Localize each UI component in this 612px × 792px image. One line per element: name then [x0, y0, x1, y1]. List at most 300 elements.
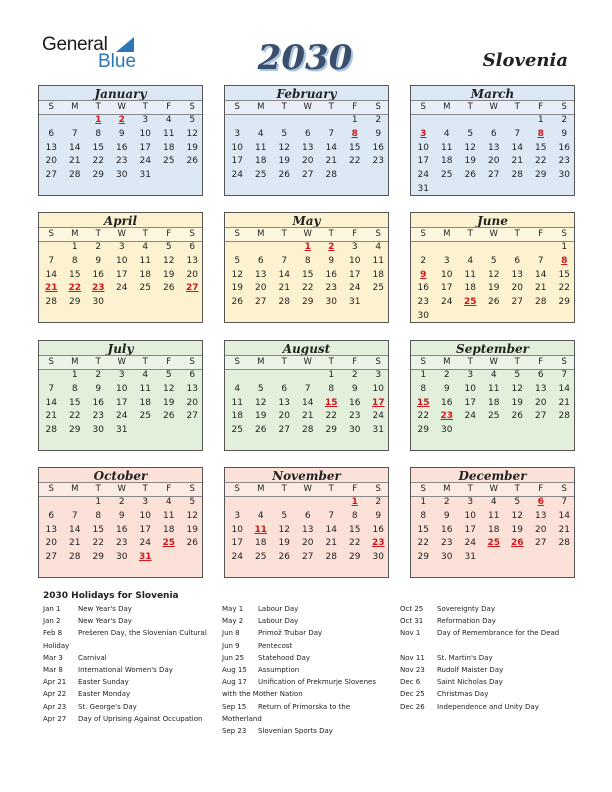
- day-cell: 21: [535, 283, 547, 294]
- holiday-day: 15: [416, 397, 430, 408]
- weekday-label: W: [117, 357, 126, 367]
- weekday-label: W: [489, 357, 498, 367]
- day-cell: 2: [443, 370, 450, 380]
- holiday-day: 23: [371, 538, 385, 549]
- day-cell: 25: [139, 283, 151, 294]
- day-cell: 11: [231, 397, 243, 408]
- month-april: [38, 212, 203, 323]
- day-cell: 24: [231, 170, 243, 181]
- weekday-label: T: [467, 484, 473, 494]
- day-cell: 13: [45, 142, 57, 153]
- holiday-name: Slovenian Sports Day: [258, 726, 333, 735]
- day-cell: 31: [139, 170, 151, 181]
- day-cell: 19: [163, 397, 175, 408]
- day-cell: 8: [328, 383, 335, 394]
- day-cell: 5: [281, 510, 288, 521]
- day-cell: 20: [302, 538, 314, 549]
- day-cell: 28: [558, 411, 570, 422]
- holiday-day: 27: [185, 283, 199, 294]
- day-cell: 7: [561, 497, 568, 507]
- day-cell: 10: [441, 269, 453, 280]
- day-cell: 19: [488, 283, 500, 294]
- day-cell: 3: [234, 128, 241, 139]
- holiday-name: Prešeren Day, the Slovenian Cultural Holiday: [43, 629, 207, 650]
- holiday-entry: [43, 627, 213, 651]
- day-cell: 19: [464, 156, 476, 167]
- weekday-label: M: [443, 102, 451, 112]
- holiday-name: Day of Uprising Against Occupation: [78, 714, 203, 723]
- day-cell: 18: [139, 269, 151, 280]
- holiday-day: 8: [561, 255, 568, 266]
- day-cell: 15: [349, 142, 361, 153]
- day-cell: 11: [441, 142, 453, 153]
- holiday-date: May 2: [222, 617, 244, 626]
- day-cell: 7: [328, 128, 335, 139]
- weekday-label: S: [561, 484, 567, 494]
- day-cell: 11: [255, 142, 267, 153]
- day-cell: 12: [186, 128, 198, 139]
- day-cell: 3: [467, 497, 474, 507]
- day-cell: 24: [417, 170, 429, 181]
- day-cell: 23: [325, 283, 337, 294]
- day-cell: 29: [558, 297, 570, 308]
- weekday-label: T: [328, 102, 334, 112]
- day-cell: 16: [116, 524, 128, 535]
- weekday-label: W: [303, 484, 312, 494]
- day-cell: 12: [464, 142, 476, 153]
- day-cell: 20: [45, 538, 57, 549]
- weekday-label: S: [48, 102, 54, 112]
- day-cell: 17: [116, 269, 128, 280]
- day-cell: 31: [372, 425, 384, 436]
- day-cell: 19: [163, 269, 175, 280]
- day-cell: 29: [69, 297, 81, 308]
- weekday-label: S: [234, 229, 240, 239]
- holiday-date: May 1: [222, 605, 244, 613]
- day-cell: 10: [464, 383, 476, 394]
- holiday-day: 23: [440, 411, 454, 422]
- day-cell: 19: [511, 524, 523, 535]
- holiday-date: Apr 21: [43, 678, 67, 687]
- day-cell: 10: [116, 383, 128, 394]
- day-cell: 25: [231, 425, 243, 436]
- day-cell: 14: [325, 142, 337, 153]
- day-cell: 16: [558, 142, 570, 153]
- day-cell: 8: [95, 510, 102, 521]
- month-september: [410, 340, 575, 451]
- holiday-day: 17: [371, 397, 385, 408]
- day-cell: 12: [163, 383, 175, 394]
- holiday-date: Jun 8: [222, 629, 240, 638]
- day-cell: 16: [372, 524, 384, 535]
- weekday-label: T: [281, 357, 287, 367]
- day-cell: 30: [92, 425, 104, 436]
- holiday-name: Return of Primorska to the Motherland: [222, 702, 351, 723]
- day-cell: 30: [116, 552, 128, 563]
- holiday-entry: [43, 713, 213, 737]
- weekday-label: S: [375, 484, 381, 494]
- day-cell: 18: [255, 156, 267, 167]
- day-cell: 23: [116, 538, 128, 549]
- holiday-name: Primož Trubar Day: [258, 629, 323, 638]
- day-cell: 12: [186, 510, 198, 521]
- day-cell: 17: [349, 269, 361, 280]
- day-cell: 4: [257, 128, 264, 139]
- day-cell: 17: [417, 156, 429, 167]
- day-cell: 2: [95, 242, 102, 252]
- day-cell: 7: [48, 255, 55, 266]
- weekday-label: F: [538, 102, 544, 112]
- day-cell: 25: [255, 552, 267, 563]
- weekday-header: [225, 227, 388, 242]
- day-cell: 2: [561, 115, 568, 125]
- day-cell: 30: [92, 297, 104, 308]
- weekday-label: S: [420, 102, 426, 112]
- day-cell: 26: [488, 297, 500, 308]
- day-cell: 22: [417, 538, 429, 549]
- day-cell: 2: [420, 255, 427, 266]
- day-cell: 25: [372, 283, 384, 294]
- weekday-label: S: [234, 357, 240, 367]
- day-cell: 4: [490, 497, 497, 507]
- day-cell: 3: [142, 115, 149, 125]
- day-cell: 2: [351, 370, 358, 380]
- holiday-name: Easter Monday: [78, 690, 131, 699]
- day-cell: 9: [375, 510, 382, 521]
- month-march: [410, 85, 575, 196]
- weekday-header: [411, 227, 574, 242]
- weekday-label: S: [48, 484, 54, 494]
- day-cell: 18: [464, 283, 476, 294]
- month-name: October: [93, 469, 148, 483]
- day-cell: 22: [535, 156, 547, 167]
- day-cell: 12: [488, 269, 500, 280]
- day-cell: 24: [139, 156, 151, 167]
- day-cell: 20: [535, 397, 547, 408]
- holiday-date: Nov 1: [400, 629, 421, 638]
- holiday-column: [222, 603, 392, 737]
- day-cell: 20: [45, 156, 57, 167]
- day-cell: 31: [116, 425, 128, 436]
- holiday-entry: [400, 652, 580, 664]
- day-cell: 4: [257, 510, 264, 521]
- holiday-day: 31: [138, 552, 152, 563]
- holiday-day: 15: [324, 397, 338, 408]
- weekday-label: F: [352, 357, 358, 367]
- holiday-entry: [43, 615, 213, 627]
- logo-general-text: General: [42, 34, 108, 55]
- day-cell: 30: [441, 425, 453, 436]
- month-name: April: [103, 214, 138, 228]
- day-cell: 9: [443, 510, 450, 521]
- day-cell: 15: [417, 524, 429, 535]
- day-cell: 13: [255, 269, 267, 280]
- holiday-entry: [43, 688, 213, 700]
- weekday-label: F: [352, 484, 358, 494]
- day-cell: 21: [69, 156, 81, 167]
- weekday-label: M: [257, 102, 265, 112]
- day-cell: 17: [139, 142, 151, 153]
- day-cell: 10: [417, 142, 429, 153]
- day-cell: 5: [467, 128, 474, 139]
- holiday-entry: [222, 676, 392, 700]
- day-cell: 28: [511, 170, 523, 181]
- weekday-label: W: [489, 484, 498, 494]
- holiday-date: Oct 25: [400, 605, 424, 613]
- day-cell: 4: [467, 255, 474, 266]
- holiday-name: St. Martin's Day: [437, 653, 493, 662]
- day-cell: 11: [488, 383, 500, 394]
- day-cell: 20: [511, 283, 523, 294]
- weekday-label: T: [514, 229, 520, 239]
- holiday-entry: [43, 701, 213, 713]
- day-cell: 6: [537, 370, 544, 380]
- day-cell: 27: [255, 297, 267, 308]
- day-cell: 29: [92, 170, 104, 181]
- day-cell: 28: [69, 170, 81, 181]
- day-cell: 5: [281, 128, 288, 139]
- day-cell: 26: [511, 411, 523, 422]
- day-cell: 14: [69, 142, 81, 153]
- day-cell: 9: [95, 383, 102, 394]
- holiday-date: Jan 1: [43, 605, 61, 613]
- holiday-day: 9: [420, 269, 427, 280]
- weekday-label: T: [281, 229, 287, 239]
- day-cell: 11: [372, 255, 384, 266]
- holiday-entry: [222, 664, 392, 676]
- day-cell: 22: [349, 156, 361, 167]
- holiday-date: Nov 11: [400, 653, 425, 662]
- day-cell: 27: [186, 411, 198, 422]
- day-cell: 9: [561, 128, 568, 139]
- day-cell: 21: [558, 524, 570, 535]
- holiday-day: 21: [44, 283, 58, 294]
- day-cell: 13: [186, 255, 198, 266]
- day-cell: 14: [278, 269, 290, 280]
- month-july: [38, 340, 203, 451]
- day-cell: 5: [514, 497, 521, 507]
- day-cell: 17: [464, 524, 476, 535]
- weekday-label: T: [328, 229, 334, 239]
- weekday-header: [225, 355, 388, 370]
- day-cell: 16: [92, 269, 104, 280]
- holiday-date: Apr 22: [43, 690, 67, 699]
- day-cell: 12: [511, 510, 523, 521]
- weekday-label: T: [142, 102, 148, 112]
- holiday-entry: [43, 676, 213, 688]
- holiday-name: Rudolf Maister Day: [437, 665, 504, 674]
- day-cell: 1: [351, 115, 358, 125]
- day-cell: 21: [302, 411, 314, 422]
- day-cell: 24: [441, 297, 453, 308]
- day-cell: 10: [139, 510, 151, 521]
- day-cell: 28: [45, 297, 57, 308]
- logo-triangle-icon: [116, 37, 134, 52]
- weekday-label: F: [352, 102, 358, 112]
- day-cell: 9: [118, 128, 125, 139]
- weekday-label: T: [142, 484, 148, 494]
- day-cell: 2: [375, 497, 382, 507]
- day-cell: 26: [186, 156, 198, 167]
- day-cell: 1: [71, 370, 78, 380]
- day-cell: 3: [375, 370, 382, 380]
- day-cell: 31: [417, 184, 429, 194]
- day-cell: 4: [234, 383, 241, 394]
- day-cell: 12: [231, 269, 243, 280]
- day-cell: 5: [490, 255, 497, 266]
- day-cell: 6: [189, 242, 196, 252]
- day-cell: 16: [372, 142, 384, 153]
- holiday-day: 22: [68, 283, 82, 294]
- day-cell: 17: [464, 397, 476, 408]
- weekday-header: [39, 355, 202, 370]
- day-cell: 3: [142, 497, 149, 507]
- day-cell: 26: [278, 552, 290, 563]
- holiday-entry: [222, 603, 392, 615]
- month-name: December: [458, 469, 527, 483]
- day-cell: 20: [186, 269, 198, 280]
- holiday-day: 1: [304, 242, 311, 252]
- weekday-label: S: [189, 229, 195, 239]
- holiday-date: Apr 23: [43, 702, 67, 711]
- day-cell: 15: [535, 142, 547, 153]
- weekday-label: S: [189, 102, 195, 112]
- day-cell: 16: [116, 142, 128, 153]
- day-cell: 12: [278, 142, 290, 153]
- day-cell: 30: [349, 425, 361, 436]
- day-cell: 1: [420, 370, 427, 380]
- day-cell: 6: [48, 128, 55, 139]
- day-cell: 22: [92, 156, 104, 167]
- day-cell: 7: [514, 128, 521, 139]
- weekday-label: M: [443, 229, 451, 239]
- day-cell: 25: [441, 170, 453, 181]
- holiday-day: 26: [510, 538, 524, 549]
- weekday-label: S: [561, 357, 567, 367]
- holiday-name: New Year's Day: [78, 617, 132, 626]
- day-cell: 29: [417, 552, 429, 563]
- day-cell: 30: [417, 311, 429, 321]
- day-cell: 5: [165, 370, 172, 380]
- holiday-day: 11: [254, 524, 268, 535]
- holiday-entry: [222, 701, 392, 725]
- weekday-label: S: [189, 484, 195, 494]
- month-november: [224, 467, 389, 578]
- month-name: February: [276, 87, 337, 101]
- day-cell: 28: [325, 552, 337, 563]
- day-cell: 20: [488, 156, 500, 167]
- day-cell: 24: [139, 538, 151, 549]
- weekday-label: F: [538, 357, 544, 367]
- weekday-label: T: [514, 357, 520, 367]
- day-cell: 5: [165, 242, 172, 252]
- month-name: January: [94, 87, 147, 101]
- day-cell: 19: [186, 524, 198, 535]
- weekday-label: M: [257, 229, 265, 239]
- weekday-header: [39, 100, 202, 115]
- month-february: [224, 85, 389, 196]
- day-cell: 29: [92, 552, 104, 563]
- weekday-header: [225, 100, 388, 115]
- day-cell: 27: [45, 170, 57, 181]
- day-cell: 25: [163, 156, 175, 167]
- day-cell: 21: [511, 156, 523, 167]
- holiday-day: 23: [91, 283, 105, 294]
- day-cell: 14: [511, 142, 523, 153]
- day-cell: 22: [558, 283, 570, 294]
- day-cell: 24: [372, 411, 384, 422]
- holiday-day: 6: [537, 497, 544, 507]
- weekday-label: S: [48, 357, 54, 367]
- month-january: [38, 85, 203, 196]
- holiday-entry: [222, 640, 392, 652]
- day-cell: 9: [95, 255, 102, 266]
- day-cell: 3: [118, 242, 125, 252]
- day-cell: 14: [558, 383, 570, 394]
- holiday-date: Sep 23: [222, 726, 247, 735]
- holiday-entry: [222, 725, 392, 737]
- day-cell: 1: [95, 497, 102, 507]
- day-cell: 5: [189, 497, 196, 507]
- day-cell: 8: [420, 383, 427, 394]
- day-cell: 29: [417, 425, 429, 436]
- day-cell: 4: [490, 370, 497, 380]
- day-cell: 28: [558, 538, 570, 549]
- weekday-label: F: [352, 229, 358, 239]
- month-name: March: [470, 87, 515, 101]
- day-cell: 23: [417, 297, 429, 308]
- holiday-day: 8: [351, 128, 358, 139]
- holiday-date: Aug 15: [222, 665, 247, 674]
- day-cell: 10: [116, 255, 128, 266]
- day-cell: 25: [255, 170, 267, 181]
- day-cell: 11: [163, 510, 175, 521]
- day-cell: 4: [142, 370, 149, 380]
- page-title-year: 2030: [257, 38, 353, 78]
- day-cell: 11: [464, 269, 476, 280]
- day-cell: 11: [488, 510, 500, 521]
- day-cell: 26: [163, 283, 175, 294]
- weekday-label: S: [420, 484, 426, 494]
- logo-blue-text: Blue: [98, 51, 137, 72]
- day-cell: 13: [302, 524, 314, 535]
- day-cell: 13: [186, 383, 198, 394]
- day-cell: 30: [441, 552, 453, 563]
- weekday-label: S: [561, 102, 567, 112]
- day-cell: 4: [165, 497, 172, 507]
- day-cell: 22: [302, 283, 314, 294]
- day-cell: 25: [488, 411, 500, 422]
- holiday-date: Oct 31: [400, 617, 424, 626]
- day-cell: 16: [441, 524, 453, 535]
- weekday-label: W: [303, 229, 312, 239]
- day-cell: 19: [231, 283, 243, 294]
- holiday-date: Aug 17: [222, 678, 247, 687]
- day-cell: 28: [325, 170, 337, 181]
- holiday-entry: [400, 688, 580, 700]
- day-cell: 14: [535, 269, 547, 280]
- weekday-label: M: [443, 484, 451, 494]
- day-cell: 10: [139, 128, 151, 139]
- day-cell: 18: [163, 142, 175, 153]
- weekday-header: [411, 355, 574, 370]
- day-cell: 1: [328, 370, 335, 380]
- day-cell: 6: [304, 128, 311, 139]
- weekday-label: F: [166, 357, 172, 367]
- day-cell: 11: [139, 383, 151, 394]
- holiday-date: Mar 3: [43, 653, 63, 662]
- day-cell: 24: [349, 283, 361, 294]
